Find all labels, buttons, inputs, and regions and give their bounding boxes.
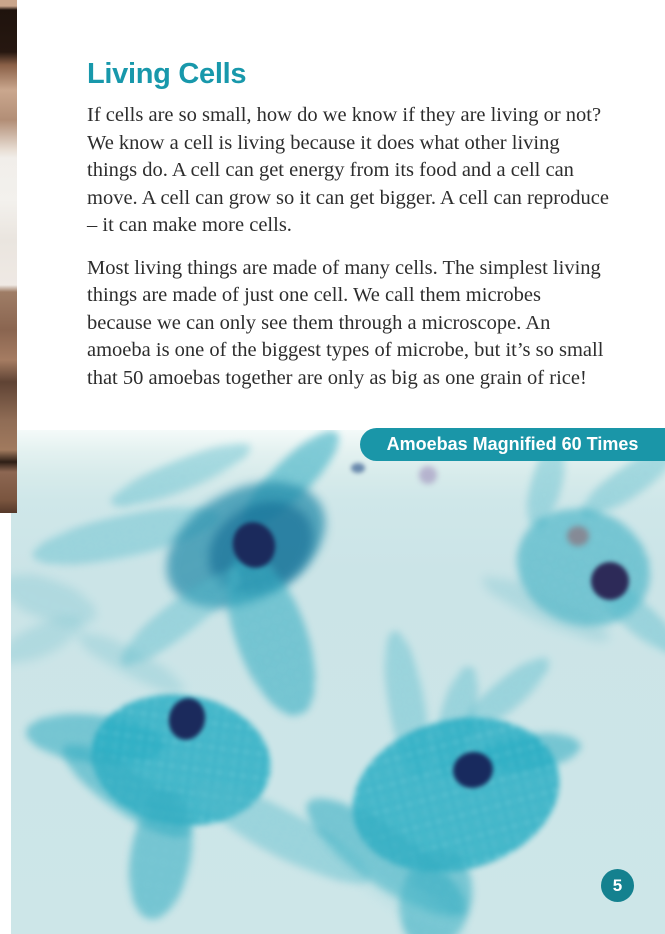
paragraph-2: Most living things are made of many cells. The simplest living things are made of just one cell. We call them microbes because we can only see them through a microscope. An amoeba is one of the biggest types of microbe, but it’s so small that 50 amoebas together are only as big as one grain of rice! bbox=[87, 256, 604, 389]
photo-caption-banner bbox=[360, 428, 665, 461]
debris-spot bbox=[351, 463, 365, 473]
amoeba-food-vacuole bbox=[567, 526, 589, 546]
debris-spot bbox=[419, 466, 437, 484]
amoeba-nucleus bbox=[591, 562, 629, 600]
photo-caption-text: Amoebas Magnified 60 Times bbox=[386, 434, 639, 454]
paragraph-1: If cells are so small, how do we know if they are living or not? We know a cell is living because it does what other living things do. A cell can get energy from its food and a cell can move. A cell can grow so it can get bigger. A cell can reproduce – it can make more cells. bbox=[87, 104, 610, 236]
amoeba-micrograph bbox=[11, 430, 665, 934]
page-title bbox=[87, 58, 609, 91]
page-number: 5 bbox=[612, 875, 623, 895]
page-title-text: Living Cells bbox=[87, 58, 247, 90]
text-column bbox=[87, 58, 609, 407]
left-photo-strip bbox=[0, 0, 17, 513]
page-number-badge bbox=[601, 869, 634, 902]
